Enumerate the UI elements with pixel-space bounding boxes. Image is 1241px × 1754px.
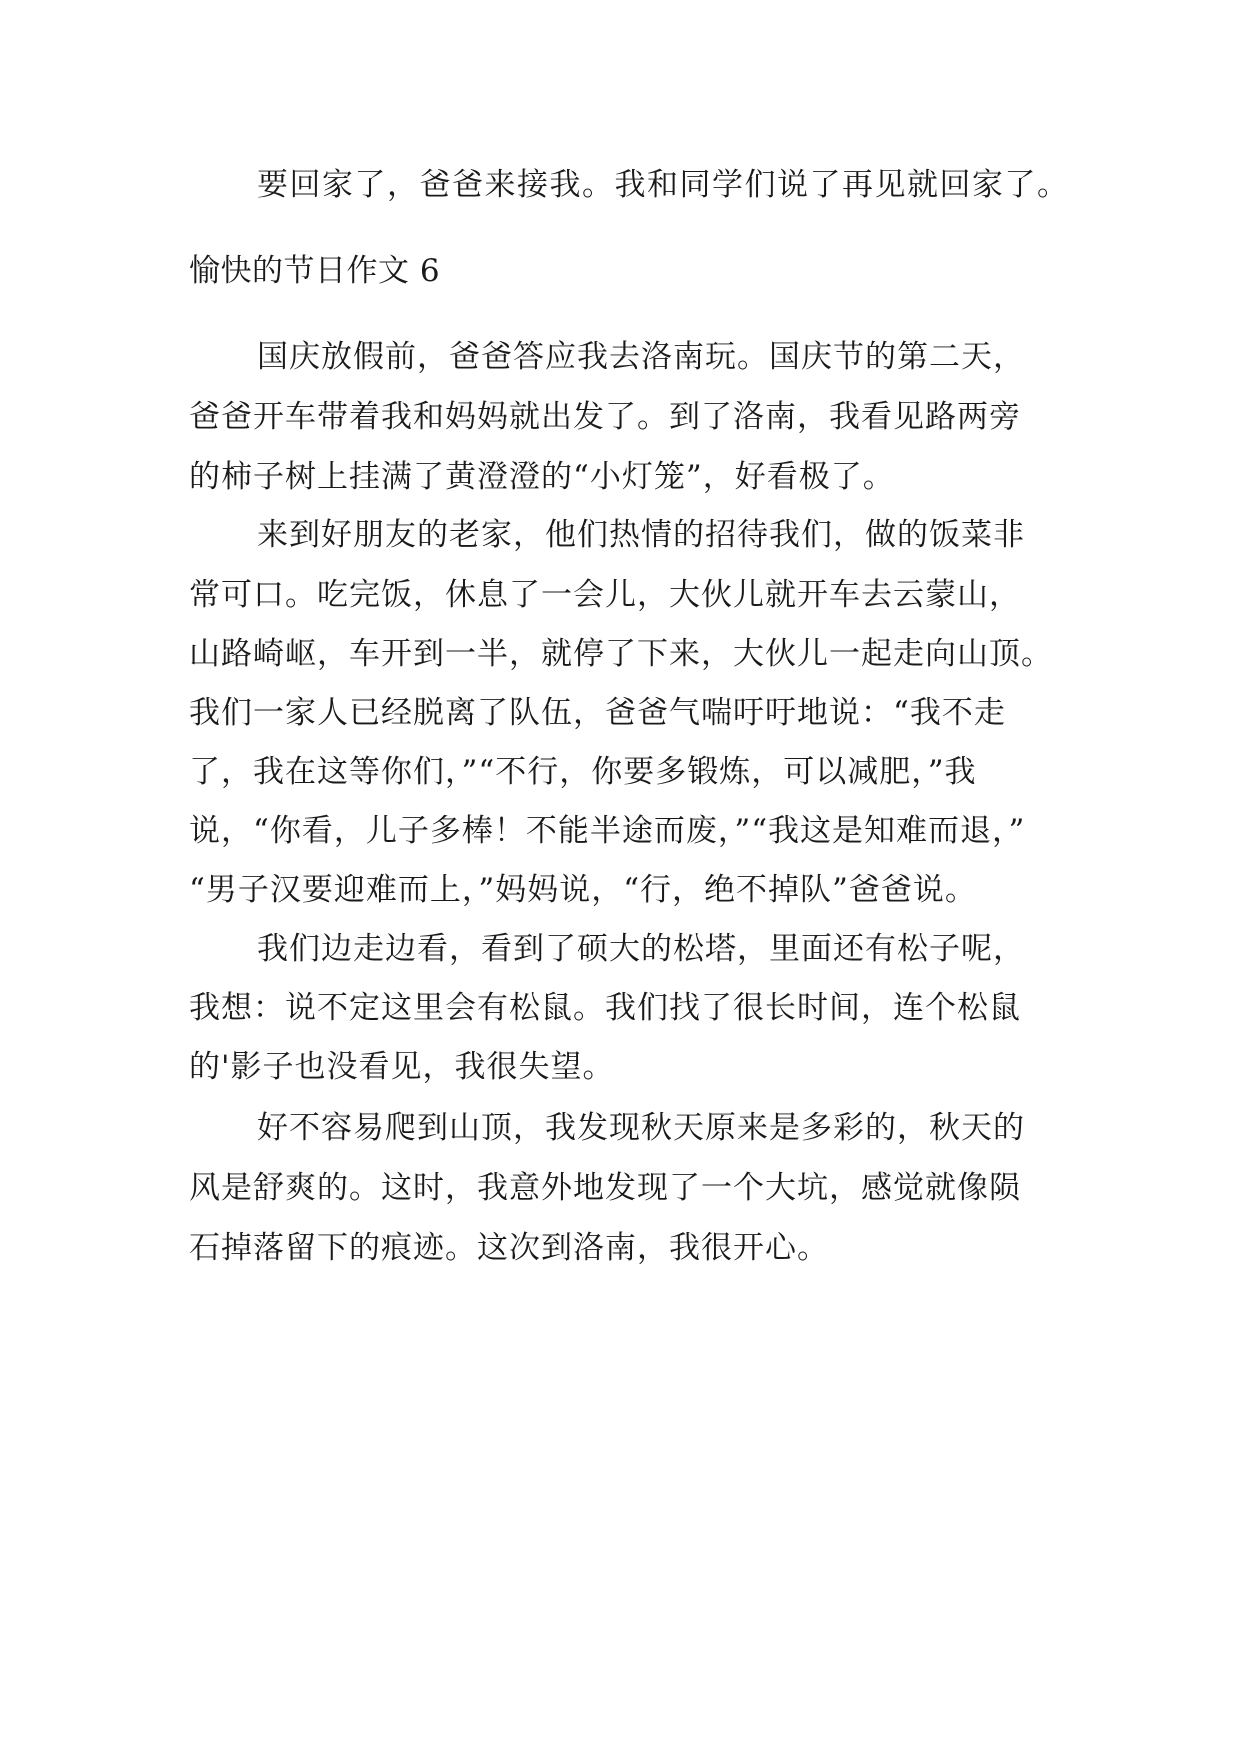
essay-line: 国庆放假前，爸爸答应我去洛南玩。国庆节的第二天， [257, 339, 1025, 375]
essay-title: 愉快的节日作文 6 [189, 253, 441, 289]
essay-line: 好不容易爬到山顶，我发现秋天原来是多彩的，秋天的 [257, 1110, 1025, 1146]
essay-line: 我们一家人已经脱离了队伍，爸爸气喘吁吁地说：“我不走 [189, 695, 1006, 731]
essay-line: 说，“你看，儿子多棒！不能半途而废，”“我这是知难而退，” [189, 813, 1026, 849]
essay-line: 我想：说不定这里会有松鼠。我们找了很长时间，连个松鼠 [189, 990, 1021, 1026]
essay-line: 石掉落留下的痕迹。这次到洛南，我很开心。 [189, 1230, 829, 1266]
essay-line: 了，我在这等你们，”“不行，你要多锻炼，可以减肥，”我 [189, 754, 977, 790]
essay-line: 的'影子也没看见，我很失望。 [189, 1049, 615, 1085]
essay-line: 的柿子树上挂满了黄澄澄的“小灯笼”，好看极了。 [189, 459, 895, 495]
essay-line: 我们边走边看，看到了硕大的松塔，里面还有松子呢， [257, 931, 1025, 967]
opening-line: 要回家了，爸爸来接我。我和同学们说了再见就回家了。 [257, 167, 1070, 203]
essay-line: 爸爸开车带着我和妈妈就出发了。到了洛南，我看见路两旁 [189, 399, 1021, 435]
essay-line: 来到好朋友的老家，他们热情的招待我们，做的饭菜非 [257, 517, 1025, 553]
essay-line: 山路崎岖，车开到一半，就停了下来，大伙儿一起走向山顶。 [189, 636, 1053, 672]
essay-line: 常可口。吃完饭，休息了一会儿，大伙儿就开车去云蒙山， [189, 577, 1021, 613]
essay-line: “男子汉要迎难而上，”妈妈说，“行，绝不掉队”爸爸说。 [189, 872, 977, 908]
essay-line: 风是舒爽的。这时，我意外地发现了一个大坑，感觉就像陨 [189, 1170, 1021, 1206]
